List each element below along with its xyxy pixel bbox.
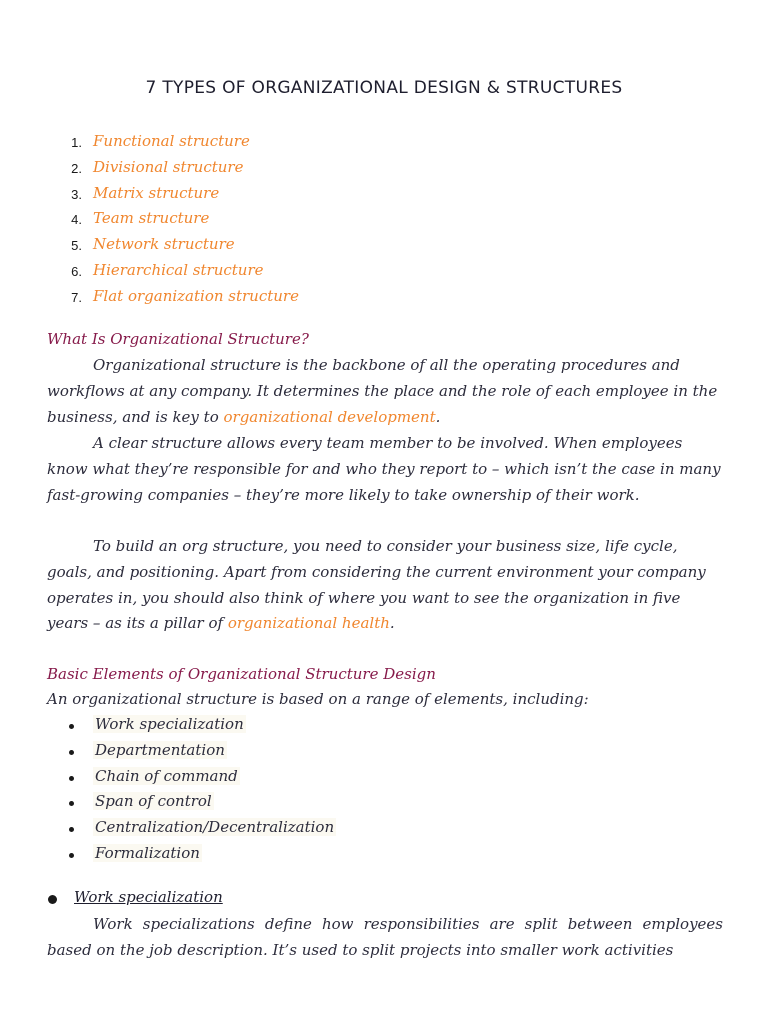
- bullet-icon: [48, 895, 57, 904]
- link-organizational-health[interactable]: organizational health: [227, 614, 390, 633]
- paragraph: Work specializations define how responsibilities are split between employees based on the job description. It’s used to split projects into smaller work activities: [47, 915, 723, 959]
- section-heading-work-specialization: Work specialization: [74, 888, 223, 906]
- paragraph-text: .: [435, 407, 441, 426]
- bullet-icon: [69, 801, 74, 806]
- element-label: Departmentation: [95, 740, 225, 759]
- list-number: 6.: [71, 263, 82, 279]
- list-number: 1.: [71, 135, 82, 150]
- element-label: Centralization/Decentralization: [95, 818, 335, 837]
- bullet-icon: [69, 750, 74, 755]
- elements-intro: An organizational structure is based on a range of elements, including:: [47, 690, 589, 708]
- section-heading-what-is: What Is Organizational Structure?: [47, 330, 309, 348]
- paragraph: [47, 534, 723, 637]
- bullet-icon: [69, 776, 74, 781]
- paragraph: [47, 353, 723, 430]
- bullet-icon: [69, 724, 74, 729]
- paragraph: A clear structure allows every team member to be involved. When employees know what they’re responsible for and who they report to – which isn’t the case in many fast-growing companies – they’re more likely to take ownership of their work.: [47, 434, 721, 504]
- link-functional-structure[interactable]: Functional structure: [93, 132, 250, 150]
- link-team-structure[interactable]: Team structure: [93, 209, 210, 228]
- element-label: Formalization: [95, 843, 200, 862]
- paragraph-text: To build an org structure, you need to consider your business size, life cycle, goals, and positioning. Apart from considering the current environment your company operates in, you should also think of where you want to see the organization in five years – as its a pillar of: [47, 537, 706, 633]
- list-number: 5.: [71, 238, 82, 254]
- element-label: Chain of command: [95, 766, 238, 785]
- bullet-icon: [69, 827, 74, 832]
- link-flat-organization-structure[interactable]: Flat organization structure: [93, 286, 299, 305]
- bullet-icon: [69, 853, 74, 858]
- list-number: 4.: [71, 212, 82, 228]
- list-number: 3.: [71, 186, 82, 202]
- document-title: 7 TYPES OF ORGANIZATIONAL DESIGN & STRUCTURES: [145, 78, 623, 98]
- paragraph-text: Organizational structure is the backbone of all the operating procedures and workflows at any company. It determines the place and the role of each employee in the business, and is key to: [47, 356, 718, 426]
- paragraph-text: .: [389, 614, 395, 633]
- link-matrix-structure[interactable]: Matrix structure: [93, 183, 220, 202]
- list-number: 7.: [71, 289, 82, 305]
- link-hierarchical-structure[interactable]: Hierarchical structure: [93, 260, 264, 279]
- element-label: Work specialization: [95, 715, 244, 733]
- link-network-structure[interactable]: Network structure: [93, 235, 235, 254]
- element-label: Span of control: [95, 792, 212, 811]
- section-heading-basic-elements: Basic Elements of Organizational Structure Design: [47, 665, 436, 683]
- link-divisional-structure[interactable]: Divisional structure: [93, 157, 244, 176]
- list-number: 2.: [71, 160, 82, 176]
- link-organizational-development[interactable]: organizational development: [223, 407, 436, 426]
